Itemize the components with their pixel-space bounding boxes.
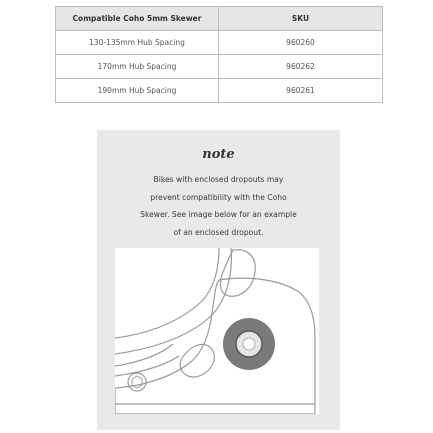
- header-sku: SKU: [219, 7, 383, 31]
- dropout-drawing: [115, 248, 319, 414]
- hex-bolt-icon: [132, 376, 142, 388]
- dropout-plate: [115, 278, 315, 414]
- header-skewer: Compatible Coho 5mm Skewer: [56, 7, 219, 31]
- note-line: of an enclosed dropout.: [173, 227, 264, 237]
- note-panel: [97, 130, 340, 430]
- hub-spacing-cell: 170mm Hub Spacing: [56, 55, 219, 79]
- seatstay-line: [115, 356, 179, 376]
- dropout-tab-upper: [221, 250, 256, 297]
- sku-cell: 960262: [219, 55, 383, 79]
- table-row: [56, 55, 383, 79]
- hub-spacing-cell: 190mm Hub Spacing: [56, 79, 219, 103]
- table-row: [56, 31, 383, 55]
- sku-cell: 960261: [219, 79, 383, 103]
- note-line: Bikes with enclosed dropouts may: [153, 175, 284, 184]
- table-header-row: [56, 7, 383, 31]
- skewer-compatibility-table: [55, 6, 383, 103]
- enclosed-dropout-illustration: [115, 248, 319, 414]
- hub-spacing-cell: 130-135mm Hub Spacing: [56, 31, 219, 55]
- table-row: [56, 79, 383, 103]
- frame-arm-outline: [115, 248, 219, 338]
- note-line: Skewer. See image below for an example: [140, 210, 297, 219]
- note-line: prevent compatibility with the Coho: [150, 192, 287, 202]
- note-body: [109, 171, 328, 241]
- sku-cell: 960260: [219, 31, 383, 55]
- note-title: note: [202, 147, 235, 162]
- seatstay-line: [115, 344, 173, 366]
- dropout-cutout: [180, 344, 214, 377]
- axle-washer: [223, 318, 275, 370]
